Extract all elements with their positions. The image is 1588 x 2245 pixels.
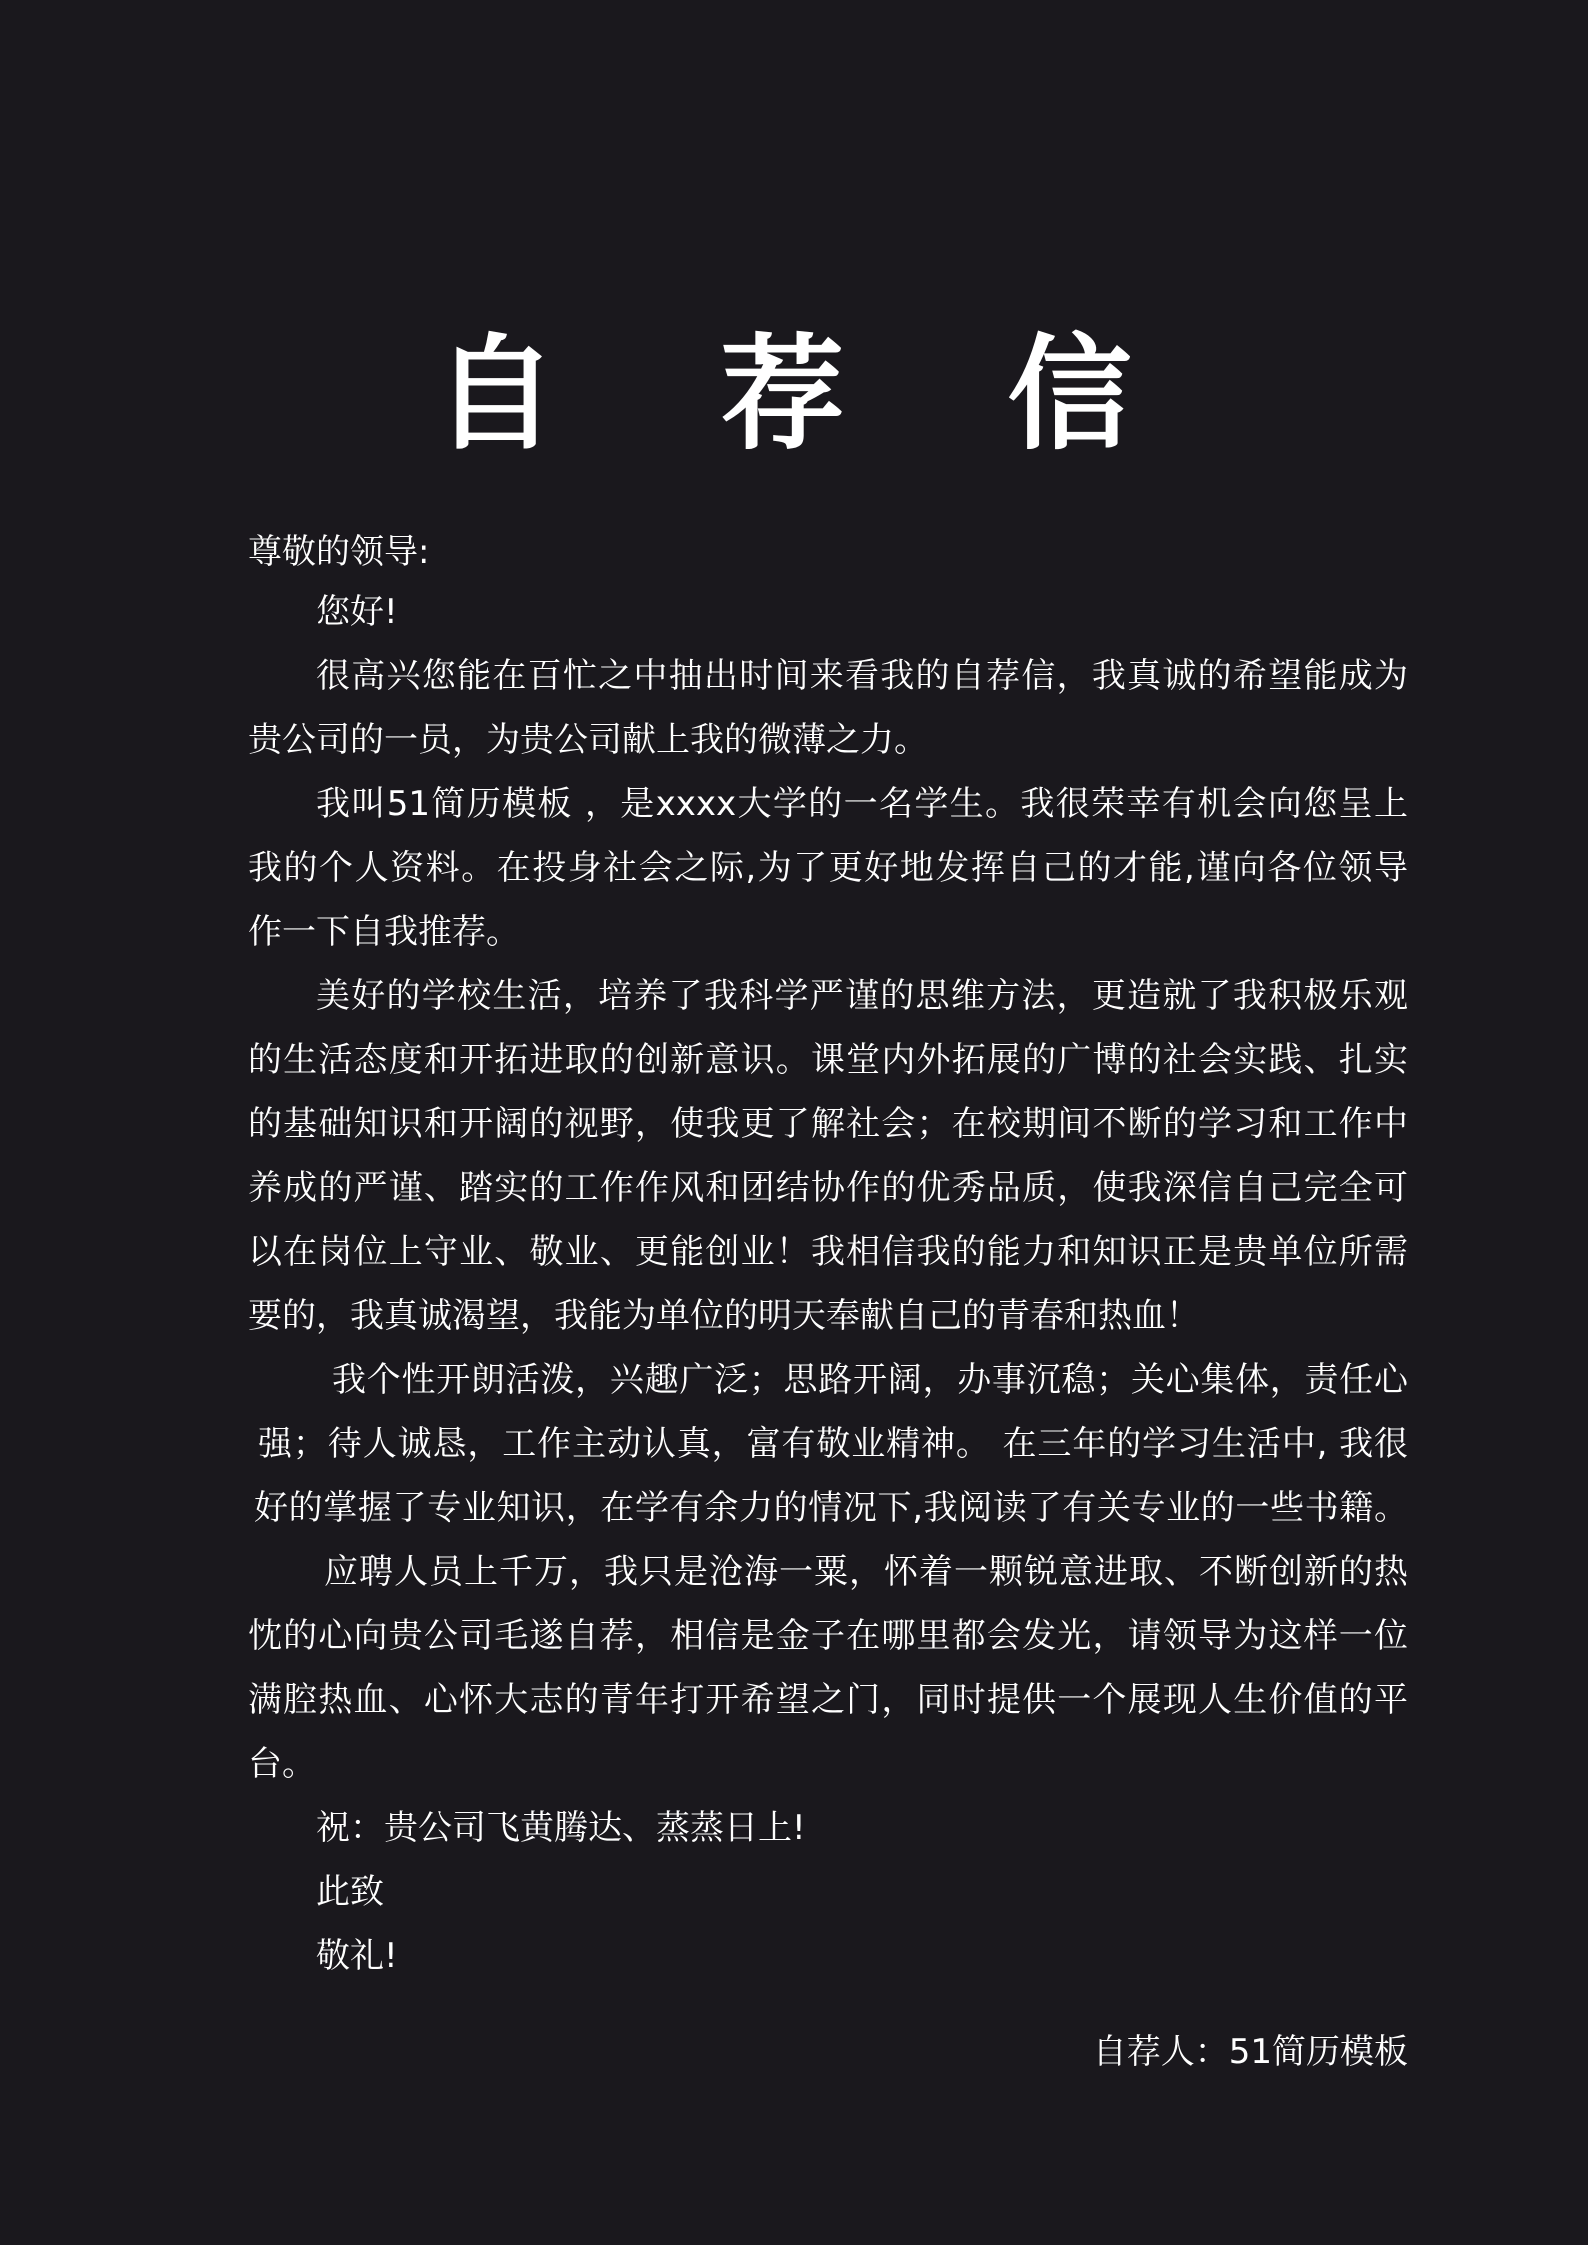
paragraph-1-line-2: 贵公司的一员，为贵公司献上我的微薄之力。 [248,720,928,760]
closing-regards-1: 此致 [316,1872,384,1912]
paragraph-2-line-3: 作一下自我推荐。 [248,912,520,952]
paragraph-2-line-2: 我的个人资料。在投身社会之际,为了更好地发挥自己的才能,谨向各位领导 [248,848,1408,888]
letter-body [248,520,1408,1988]
closing-wish: 祝：贵公司飞黄腾达、蒸蒸日上! [316,1808,806,1848]
paragraph-4-line-2: 强；待人诚恳，工作主动认真，富有敬业精神。 在三年的学习生活中, 我很 [258,1424,1408,1464]
paragraph-5-line-1: 应聘人员上千万，我只是沧海一粟，怀着一颗锐意进取、不断创新的热 [324,1552,1408,1592]
paragraph-1-line-1: 很高兴您能在百忙之中抽出时间来看我的自荐信，我真诚的希望能成为 [316,656,1408,696]
closing-regards-2: 敬礼! [316,1936,398,1976]
paragraph-3-line-2: 的生活态度和开拓进取的创新意识。课堂内外拓展的广博的社会实践、扎实 [248,1040,1408,1080]
paragraph-2-line-1: 我叫51简历模板 ，是xxxx大学的一名学生。我很荣幸有机会向您呈上 [316,784,1408,824]
salutation: 尊敬的领导: [248,532,430,572]
paragraph-5-line-4: 台。 [248,1744,316,1784]
signature: 自荐人：51简历模板 [1092,2032,1408,2072]
paragraph-5-line-3: 满腔热血、心怀大志的青年打开希望之门，同时提供一个展现人生价值的平 [248,1680,1408,1720]
paragraph-3-line-6: 要的，我真诚渴望，我能为单位的明天奉献自己的青春和热血！ [248,1296,1200,1336]
letter-title: 自 荐 信 [433,323,1192,467]
paragraph-5-line-2: 忱的心向贵公司毛遂自荐，相信是金子在哪里都会发光，请领导为这样一位 [248,1616,1408,1656]
paragraph-3-line-5: 以在岗位上守业、敬业、更能创业！我相信我的能力和知识正是贵单位所需 [248,1232,1408,1272]
paragraph-3-line-1: 美好的学校生活，培养了我科学严谨的思维方法，更造就了我积极乐观 [316,976,1408,1016]
greeting: 您好! [316,592,398,632]
paragraph-3-line-3: 的基础知识和开阔的视野，使我更了解社会；在校期间不断的学习和工作中 [248,1104,1408,1144]
paragraph-4-line-3: 好的掌握了专业知识，在学有余力的情况下,我阅读了有关专业的一些书籍。 [254,1488,1408,1528]
paragraph-3-line-4: 养成的严谨、踏实的工作作风和团结协作的优秀品质，使我深信自己完全可 [248,1168,1408,1208]
paragraph-4-line-1: 我个性开朗活泼，兴趣广泛；思路开阔，办事沉稳；关心集体，责任心 [332,1360,1408,1400]
